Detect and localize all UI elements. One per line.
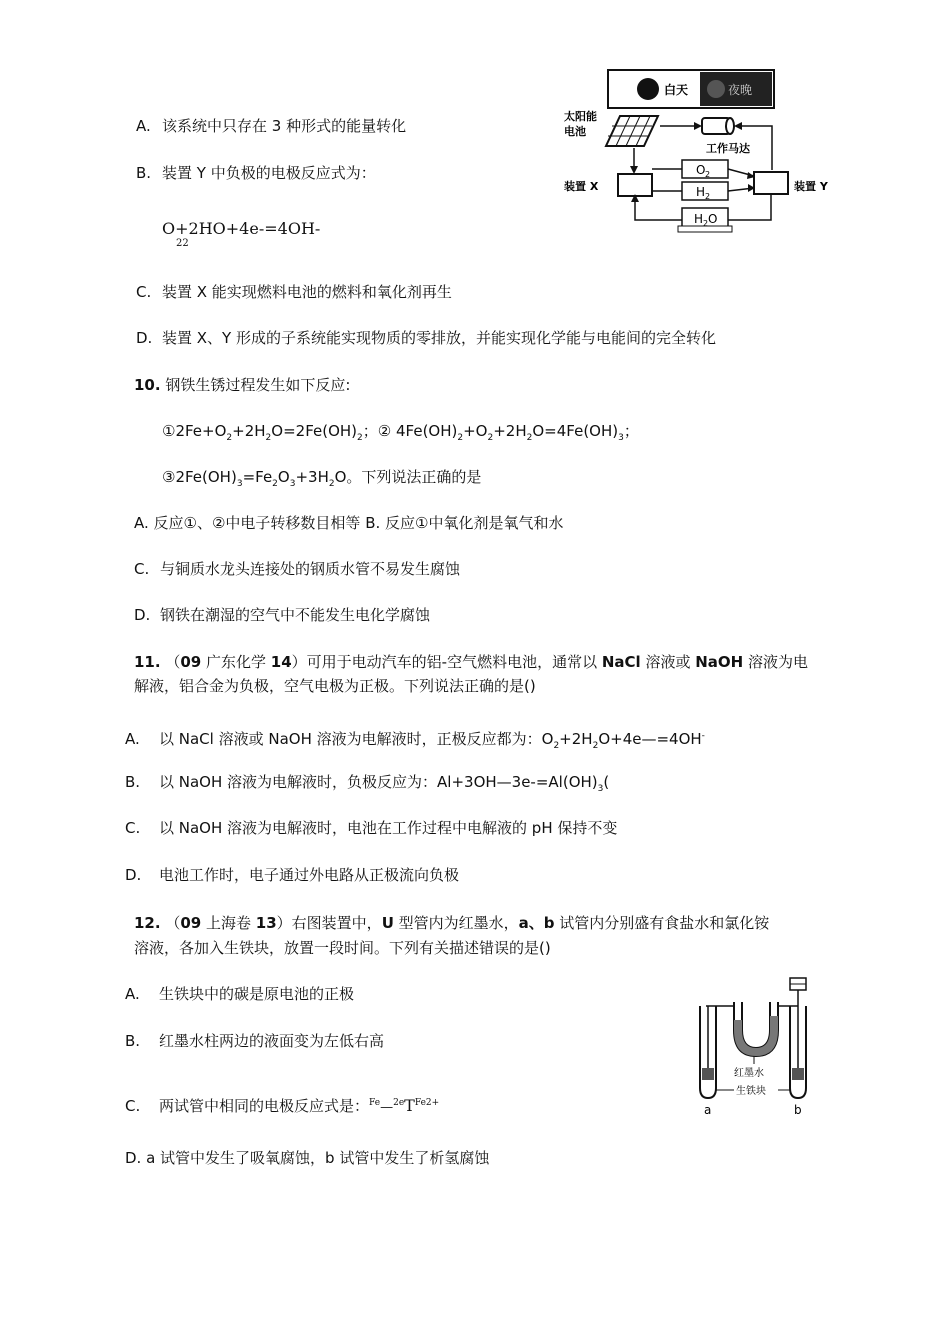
text: 广东化学 [201, 653, 271, 671]
text: O [277, 468, 290, 486]
text: +2H [232, 422, 266, 440]
q10-option-c [134, 559, 460, 579]
formula-main: O+2HO+4e-=4OH- [162, 219, 321, 238]
option-text: 装置 Y 中负极的电极反应式为： [162, 164, 376, 182]
solar-label-2: 电池 [564, 125, 586, 138]
q11-stem-line-1 [134, 652, 808, 672]
q9-figure [560, 66, 840, 242]
day-label: 白天 [664, 83, 689, 97]
q11-option-b [125, 772, 609, 799]
subscript: 2 [526, 433, 533, 443]
text: =Fe [242, 468, 273, 486]
text: ③2Fe(OH) [162, 468, 237, 486]
text: ( [603, 773, 610, 791]
moon-icon [707, 80, 725, 98]
option-letter: C. [125, 819, 141, 837]
q12-option-c [125, 1093, 439, 1118]
iron-block-a [702, 1068, 714, 1080]
question-text: 钢铁生锈过程发生如下反应: [165, 376, 351, 394]
solar-label-1: 太阳能 [564, 110, 597, 123]
option-letter: D. [136, 329, 153, 347]
device-x-box [618, 174, 652, 196]
motor-icon [702, 118, 734, 134]
subscript: 2 [272, 479, 278, 489]
text: U [381, 914, 394, 932]
text: NaCl [601, 653, 641, 671]
option-letter: C. [125, 1097, 141, 1115]
subscript: 2 [328, 479, 335, 489]
subscript: 3 [289, 479, 296, 489]
subscript: 2 [487, 433, 494, 443]
option-text: 装置 X、Y 形成的子系统能实现物质的零排放，并能实现化学能与电能间的完全转化 [162, 329, 716, 347]
q12-stem-line-1 [134, 913, 769, 933]
device-y-label: 装置 Y [794, 180, 828, 193]
q10-reaction-1-2 [162, 421, 639, 448]
option-letter: C. [134, 560, 150, 578]
text: 溶液为电 [743, 653, 808, 671]
formula-fe2: Fe2+ [414, 1098, 440, 1108]
q12-stem-line-2: 溶液，各加入生铁块，放置一段时间。下列有关描述错误的是() [134, 939, 551, 957]
subscript: 2 [226, 433, 233, 443]
q12-option-d: D. a 试管中发生了吸氧腐蚀，b 试管中发生了析氢腐蚀 [125, 1149, 490, 1167]
device-x-label: 装置 X [564, 180, 599, 193]
option-text: 以 NaOH 溶液为电解液时，负极反应为：Al+3OH—3e-=Al(OH) [159, 773, 598, 791]
q10-stem [134, 375, 350, 395]
option-letter: D. [134, 606, 151, 624]
subscript: 2 [357, 433, 363, 443]
h2o-subscript: 2 [703, 219, 709, 228]
option-letter: B. [136, 164, 152, 182]
option-letter: C. [136, 283, 152, 301]
test-tube-b-icon [790, 1006, 806, 1098]
text: NaOH [695, 653, 744, 671]
text: （ [165, 653, 181, 671]
question-number: 10. [134, 376, 161, 394]
text: a、b [518, 914, 555, 932]
text: 溶液或 [640, 653, 696, 671]
o2-label: O [696, 163, 706, 177]
iron-block-b [792, 1068, 804, 1080]
h2o-label: H [694, 212, 704, 226]
option-text: 两试管中相同的电极反应式是： [159, 1097, 370, 1115]
q9-option-a [136, 116, 406, 136]
subscript: 2 [592, 741, 599, 751]
option-text: 以 NaOH 溶液为电解液时，电池在工作过程中电解液的 pH 保持不变 [159, 819, 618, 837]
q10-option-d [134, 605, 430, 625]
tube-a-label: a [704, 1103, 712, 1117]
question-number: 11. [134, 653, 161, 671]
subscript: 2 [265, 433, 272, 443]
text: 型管内为红墨水， [393, 914, 519, 932]
text: （ [165, 914, 181, 932]
q11-option-a [125, 726, 705, 756]
text: ）右图装置中， [276, 914, 382, 932]
q11-stem-line-2: 解液，铝合金为负极，空气电极为正极。下列说法正确的是() [134, 677, 536, 695]
q12-option-b [125, 1031, 384, 1051]
text: ； [362, 422, 378, 440]
text: +2H [493, 422, 527, 440]
text: O+4e—=4OH [598, 730, 702, 748]
h2o-o-label: O [708, 212, 718, 226]
text: ； [623, 422, 639, 440]
device-y-box [754, 172, 788, 194]
option-text: 红墨水柱两边的液面变为左低右高 [159, 1032, 385, 1050]
option-letter: B. [125, 1032, 141, 1050]
text: +O [463, 422, 488, 440]
text: O=2Fe(OH) [271, 422, 358, 440]
text: +2H [559, 730, 593, 748]
option-text: 该系统中只存在 3 种形式的能量转化 [162, 117, 407, 135]
option-letter: A. [136, 117, 151, 135]
text: ①2Fe+O [162, 422, 227, 440]
subscript: 3 [618, 433, 624, 443]
option-letter: B. [125, 773, 141, 791]
red-ink-label: 红墨水 [734, 1068, 764, 1079]
subscript: 3 [236, 479, 243, 489]
sun-icon [637, 78, 659, 100]
subscript: 3 [597, 784, 604, 794]
superscript: - [701, 731, 705, 741]
text: 09 [180, 914, 202, 932]
q10-reaction-3 [162, 467, 481, 494]
option-text: 与铜质水龙头连接处的钢质水管不易发生腐蚀 [160, 560, 461, 578]
text: 09 [180, 653, 202, 671]
option-letter: D. [125, 866, 142, 884]
text: 上海卷 [201, 914, 256, 932]
text: O。下列说法正确的是 [334, 468, 482, 486]
text: ）可用于电动汽车的铝-空气燃料电池，通常以 [291, 653, 602, 671]
q9-b-formula-subscript: 22 [176, 238, 189, 249]
option-text: 生铁块中的碳是原电池的正极 [159, 985, 355, 1003]
option-letter: A. [125, 730, 140, 748]
formula-arrow: T [404, 1096, 415, 1115]
q12-option-a [125, 984, 354, 1004]
q11-option-d [125, 865, 459, 885]
q12-figure [694, 974, 824, 1120]
text: ② 4Fe(OH) [377, 422, 458, 440]
option-letter: A. [125, 985, 140, 1003]
h2-label: H [696, 185, 706, 199]
q10-option-a-b: A. 反应①、②中电子转移数目相等 B. 反应①中氧化剂是氧气和水 [134, 514, 564, 532]
option-text: 钢铁在潮湿的空气中不能发生电化学腐蚀 [160, 606, 431, 624]
text: 试管内分别盛有食盐水和氯化铵 [554, 914, 770, 932]
test-tube-a-icon [700, 1006, 716, 1098]
option-text: 以 NaCl 溶液或 NaOH 溶液为电解液时，正极反应都为：O [159, 730, 554, 748]
text: O=4Fe(OH) [532, 422, 619, 440]
question-number: 12. [134, 914, 161, 932]
subscript: 2 [457, 433, 464, 443]
h2-subscript: 2 [705, 192, 711, 201]
formula-dash: — [380, 1100, 394, 1115]
q9-option-c [136, 282, 452, 302]
formula-fe: Fe [369, 1098, 381, 1108]
q9-option-b [136, 163, 376, 183]
tube-b-label: b [794, 1103, 802, 1117]
subscript: 2 [553, 741, 560, 751]
q9-option-d [136, 328, 716, 348]
formula-2e: 2e [393, 1098, 405, 1108]
option-text: 装置 X 能实现燃料电池的燃料和氧化剂再生 [162, 283, 452, 301]
night-label: 夜晚 [728, 83, 753, 97]
solar-panel-icon [606, 116, 658, 146]
iron-label: 生铁块 [736, 1086, 766, 1097]
q11-option-c [125, 818, 617, 838]
o2-subscript: 2 [705, 170, 711, 179]
text: 13 [255, 914, 277, 932]
motor-label: 工作马达 [706, 142, 750, 155]
option-text: 电池工作时，电子通过外电路从正极流向负极 [159, 866, 460, 884]
text: +3H [295, 468, 329, 486]
u-tube-icon [734, 1002, 778, 1056]
text: 14 [270, 653, 292, 671]
